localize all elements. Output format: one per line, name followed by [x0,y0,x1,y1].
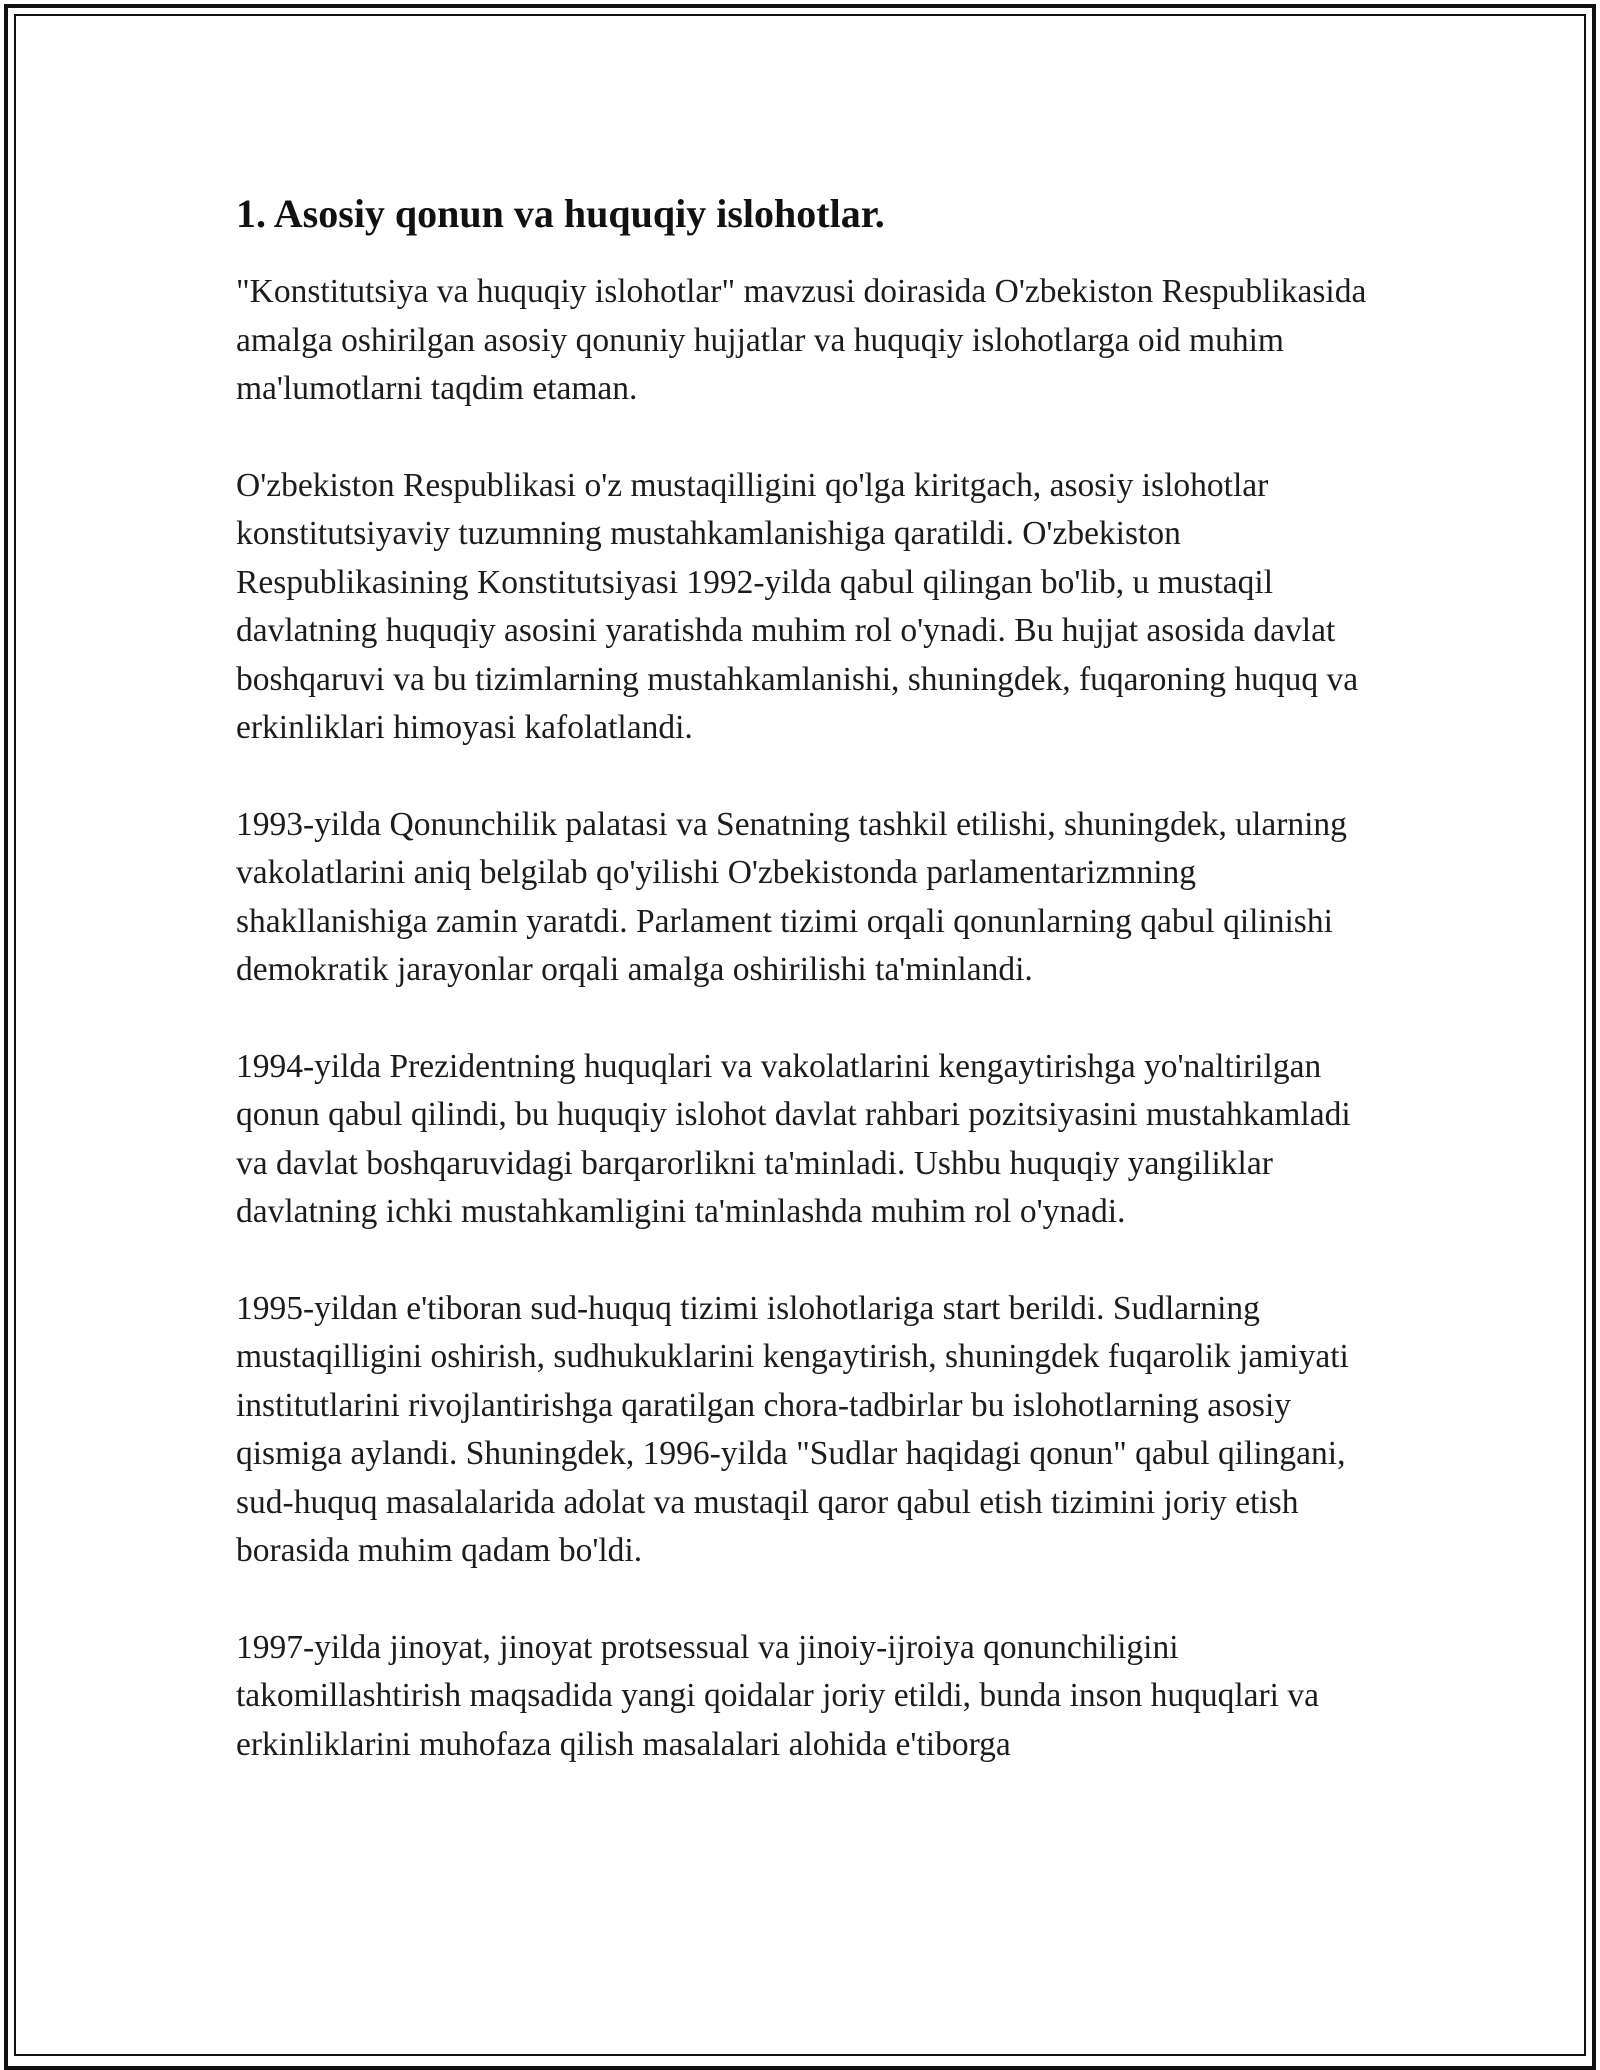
paragraph-parliament-1993: 1993-yilda Qonunchilik palatasi va Senatning tashkil etilishi, shuningdek, ularning vakolatlarini aniq belgilab qo'yilishi O'zbekistonda parlamentarizmning shakllanishiga zamin yaratdi. Parlament tizimi orqali qonunlarning qabul qilinishi demokratik jarayonlar orqali amalga oshirilishi ta'minlandi. [236,805,1347,988]
paragraph-president-1994: 1994-yilda Prezidentning huquqlari va vakolatlarini kengaytirishga yo'naltirilgan qonun qabul qilindi, bu huquqiy islohot davlat rahbari pozitsiyasini mustahkamladi va davlat boshqaruvidagi barqarorlikni ta'minladi. Ushbu huquqiy yangiliklar davlatning ichki mustahkamligini ta'minlashda muhim rol o'ynadi. [236,1047,1351,1230]
paragraph-constitution-1992: O'zbekiston Respublikasi o'z mustaqilligini qo'lga kiritgach, asosiy islohotlar konstitutsiyaviy tuzumning mustahkamlanishiga qaratildi. O'zbekiston Respublikasining Konstitutsiyasi 1992-yilda qabul qilingan bo'lib, u mustaqil davlatning huquqiy asosini yaratishda muhim rol o'ynadi. Bu hujjat asosida davlat boshqaruvi va bu tizimlarning mustahkamlanishi, shuningdek, fuqaroning huquq va erkinliklari himoyasi kafolatlandi. [236,466,1359,746]
section-heading: 1. Asosiy qonun va huquqiy islohotlar. [236,191,885,236]
paragraph-judicial-1995: 1995-yildan e'tiboran sud-huquq tizimi islohotlariga start berildi. Sudlarning mustaqilligini oshirish, sudhukuklarini kengaytirish, shuningdek fuqarolik jamiyati institutlarini rivojlantirishga qaratilgan chora-tadbirlar bu islohotlarning asosiy qismiga aylandi. Shuningdek, 1996-yilda "Sudlar haqidagi qonun" qabul qilingani, sud-huquq masalalarida adolat va mustaqil qaror qabul etish tizimini joriy etish borasida muhim qadam bo'ldi. [236,1289,1349,1569]
paragraph-intro: "Konstitutsiya va huquqiy islohotlar" mavzusi doirasida O'zbekiston Respublikasida amalga oshirilgan asosiy qonuniy hujjatlar va huquqiy islohotlarga oid muhim ma'lumotlarni taqdim etaman. [236,273,1367,407]
paragraph-criminal-law-1997: 1997-yilda jinoyat, jinoyat protsessual va jinoiy-ijroiya qonunchiligini takomillashtirish maqsadida yangi qoidalar joriy etildi, bunda inson huquqlari va erkinliklarini muhofaza qilish masalalari alohida e'tiborga [236,1628,1319,1763]
document-body [236,186,1376,1817]
